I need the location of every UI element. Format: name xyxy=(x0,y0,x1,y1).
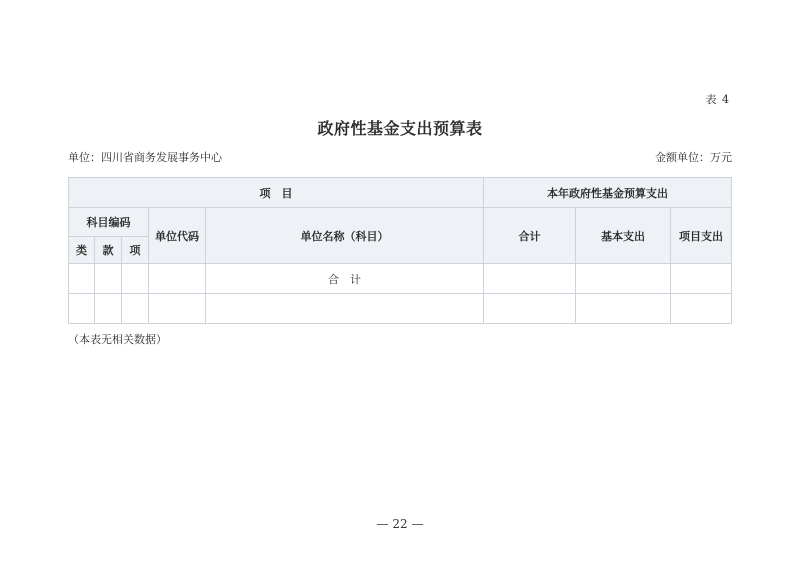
header-basic-expenditure: 基本支出 xyxy=(576,208,671,264)
header-unit-code: 单位代码 xyxy=(149,208,206,264)
header-unit-name: 单位名称（科目） xyxy=(206,208,484,264)
cell-project-expenditure xyxy=(671,294,732,324)
header-group-row xyxy=(69,178,732,208)
cell-category xyxy=(69,294,95,324)
header-main-row xyxy=(69,208,732,237)
cell-unit-name xyxy=(206,294,484,324)
header-item: 项 xyxy=(122,237,149,264)
cell-category xyxy=(69,264,95,294)
meta-row xyxy=(68,149,732,165)
no-data-note: （本表无相关数据） xyxy=(68,333,167,346)
cell-unit-name: 合 计 xyxy=(206,264,484,294)
cell-basic-expenditure xyxy=(576,264,671,294)
header-subject-code: 科目编码 xyxy=(69,208,149,237)
table-row-total xyxy=(69,264,732,294)
unit-label: 单位：四川省商务发展事务中心 xyxy=(68,151,222,164)
header-project-expenditure: 项目支出 xyxy=(671,208,732,264)
cell-item xyxy=(122,294,149,324)
amount-unit-label: 金额单位：万元 xyxy=(655,151,732,164)
cell-section xyxy=(95,294,122,324)
page-title: 政府性基金支出预算表 xyxy=(317,119,483,138)
header-category: 类 xyxy=(69,237,95,264)
page-number: — 22 — xyxy=(376,517,424,531)
header-total: 合计 xyxy=(484,208,576,264)
cell-unit-code xyxy=(149,264,206,294)
budget-table xyxy=(68,177,732,324)
table-number-label: 表 4 xyxy=(705,93,730,106)
cell-total xyxy=(484,294,576,324)
header-section: 款 xyxy=(95,237,122,264)
header-expenditure-group: 本年政府性基金预算支出 xyxy=(484,178,732,208)
cell-item xyxy=(122,264,149,294)
header-item-group: 项 目 xyxy=(69,178,484,208)
cell-basic-expenditure xyxy=(576,294,671,324)
table-row-empty xyxy=(69,294,732,324)
cell-section xyxy=(95,264,122,294)
cell-total xyxy=(484,264,576,294)
cell-project-expenditure xyxy=(671,264,732,294)
cell-unit-code xyxy=(149,294,206,324)
